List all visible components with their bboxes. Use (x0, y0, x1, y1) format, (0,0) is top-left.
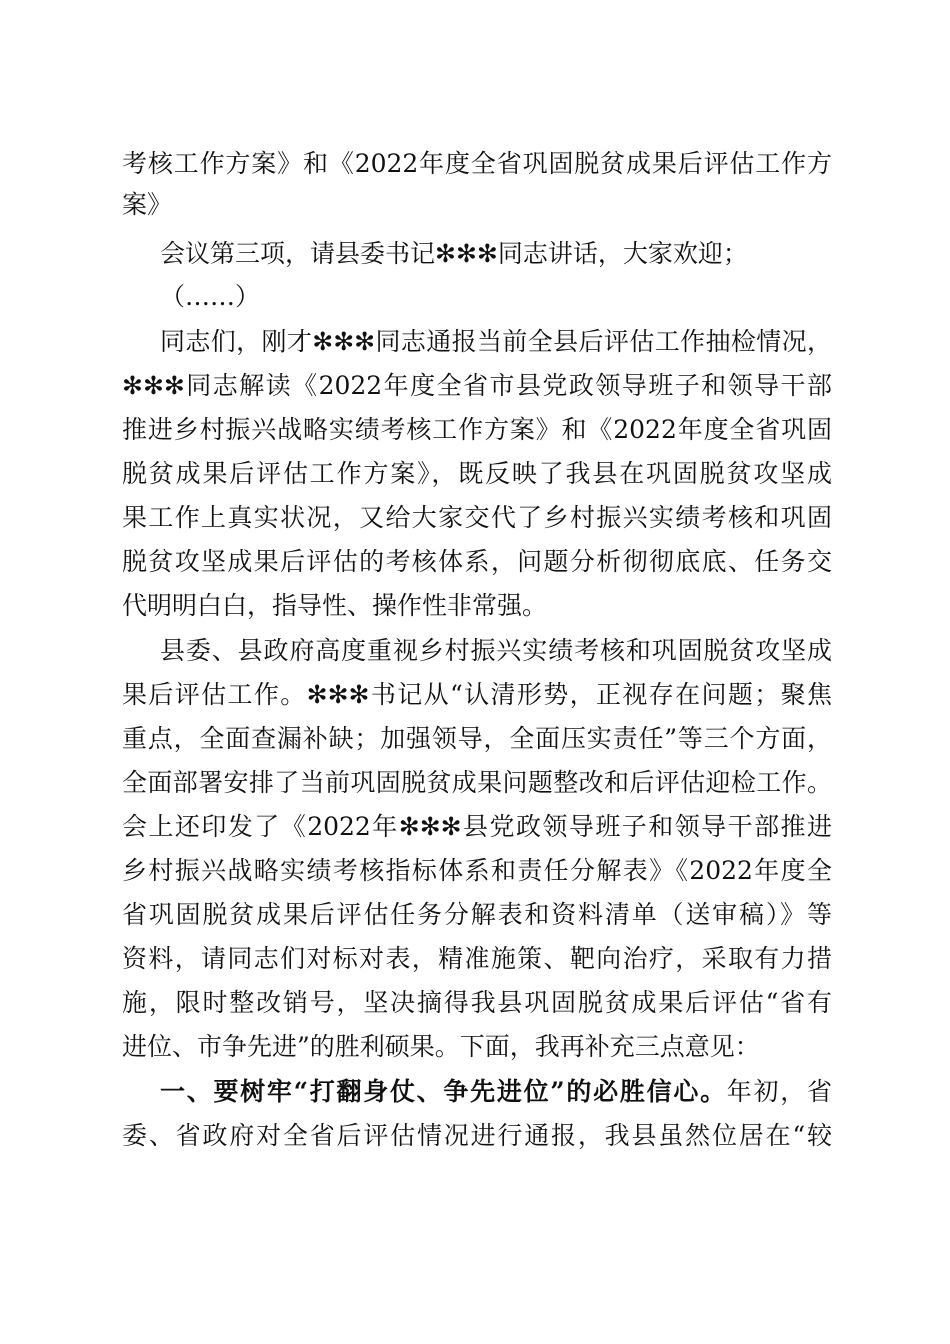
text-line: 同志们，刚才✻✻✻同志通报当前全县后评估工作抽检情况， (160, 327, 832, 356)
text-line: 县委、县政府高度重视乡村振兴实绩考核和巩固脱贫攻坚成 (160, 636, 832, 665)
section-heading-line (160, 1074, 832, 1110)
text-line: 全面部署安排了当前巩固脱贫成果问题整改和后评估迎检工作。 (122, 768, 832, 797)
text-line: 果工作上真实状况，又给大家交代了乡村振兴实绩考核和巩固 (122, 503, 832, 532)
text-line: （……） (160, 282, 261, 311)
text-line: 重点，全面查漏补缺；加强领导，全面压实责任”等三个方面， (122, 724, 832, 753)
section-heading: 一、要树牢“打翻身仗、争先进位”的必胜信心。 (160, 1077, 727, 1106)
text-line: 果后评估工作。✻✻✻书记从“认清形势，正视存在问题；聚焦 (122, 680, 832, 709)
text-run: 年初，省 (726, 1077, 832, 1106)
text-line: 考核工作方案》和《2022年度全省巩固脱贫成果后评估工作方 (122, 149, 832, 178)
text-line: 资料，请同志们对标对表，精准施策、靶向治疗，采取有力措 (122, 944, 832, 973)
text-line: 委、省政府对全省后评估情况进行通报，我县虽然位居在“较 (122, 1121, 832, 1150)
text-line: 脱贫成果后评估工作方案》，既反映了我县在巩固脱贫攻坚成 (122, 459, 832, 488)
text-line: 脱贫攻坚成果后评估的考核体系，问题分析彻彻底底、任务交 (122, 547, 832, 576)
text-line: 省巩固脱贫成果后评估任务分解表和资料清单（送审稿）》等 (122, 900, 832, 929)
text-line: 会上还印发了《2022年✻✻✻县党政领导班子和领导干部推进 (122, 812, 832, 841)
text-line: 施，限时整改销号，坚决摘得我县巩固脱贫成果后评估“省有 (122, 988, 832, 1017)
text-line: 会议第三项，请县委书记✻✻✻同志讲话，大家欢迎； (160, 239, 748, 268)
text-line: 进位、市争先进”的胜利硕果。下面，我再补充三点意见： (122, 1032, 760, 1061)
text-line: 推进乡村振兴战略实绩考核工作方案》和《2022年度全省巩固 (122, 415, 832, 444)
text-line: 乡村振兴战略实绩考核指标体系和责任分解表》《2022年度全 (122, 856, 832, 885)
text-line: 案》 (122, 190, 173, 219)
text-line: ✻✻✻同志解读《2022年度全省市县党政领导班子和领导干部 (122, 371, 832, 400)
text-line: 代明明白白，指导性、操作性非常强。 (122, 591, 548, 620)
